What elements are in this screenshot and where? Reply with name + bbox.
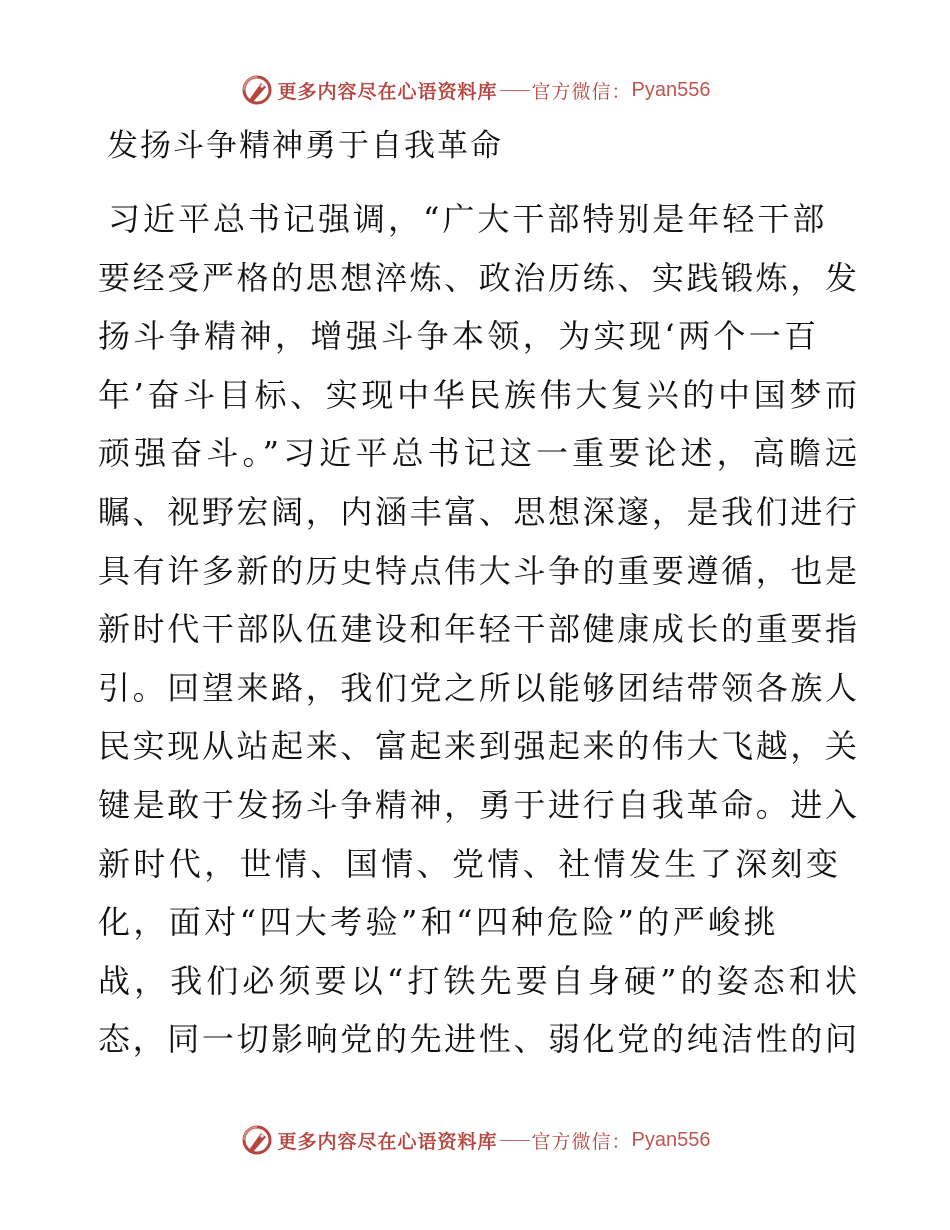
footer-dash — [500, 1140, 530, 1141]
document-title: 发扬斗争精神勇于自我革命 — [107, 128, 503, 164]
header-brand-text: 更多内容尽在心语资料库 — [277, 80, 498, 103]
body-line: 民实现从站起来、富起来到强起来的伟大飞越，关 — [98, 727, 858, 766]
header-dash — [500, 90, 530, 91]
body-line: 扬斗争精神，增强斗争本领，为实现‘两个一百 — [98, 317, 820, 356]
body-line: 要经受严格的思想淬炼、政治历练、实践锻炼，发 — [98, 258, 858, 297]
body-line: 年’奋斗目标、实现中华民族伟大复兴的中国梦而 — [98, 375, 858, 414]
body-line: 态，同一切影响党的先进性、弱化党的纯洁性的问 — [98, 1020, 858, 1059]
body-line: 新时代，世情、国情、党情、社情发生了深刻变 — [98, 844, 842, 883]
footer-banner — [0, 1118, 950, 1162]
body-line: 习近平总书记强调，“广大干部特别是年轻干部 — [108, 200, 828, 238]
footer-brand-text: 更多内容尽在心语资料库 — [277, 1130, 498, 1153]
pen-nib-circle-icon — [240, 73, 274, 107]
header-official-label: 官方微信： — [531, 80, 632, 103]
body-line: 战，我们必须要以“打铁先要自身硬”的姿态和状 — [98, 961, 858, 1000]
body-line: 具有许多新的历史特点伟大斗争的重要遵循，也是 — [98, 551, 858, 590]
footer-official-label: 官方微信： — [531, 1130, 632, 1153]
body-line: 新时代干部队伍建设和年轻干部健康成长的重要指 — [98, 610, 858, 649]
header-banner — [0, 68, 950, 112]
body-line: 引。回望来路，我们党之所以能够团结带领各族人 — [98, 668, 858, 707]
document-body — [98, 190, 858, 1069]
body-line: 瞩、视野宏阔，内涵丰富、思想深邃，是我们进行 — [98, 492, 858, 531]
pen-nib-circle-icon — [240, 1123, 274, 1157]
footer-wechat-id: Pyan556 — [631, 1128, 711, 1151]
body-line: 顽强奋斗。”习近平总书记这一重要论述，高瞻远 — [98, 434, 858, 473]
body-line: 键是敢于发扬斗争精神，勇于进行自我革命。进入 — [98, 785, 858, 824]
body-line: 化，面对“四大考验”和“四种危险”的严峻挑 — [98, 903, 779, 942]
header-wechat-id: Pyan556 — [631, 78, 711, 101]
